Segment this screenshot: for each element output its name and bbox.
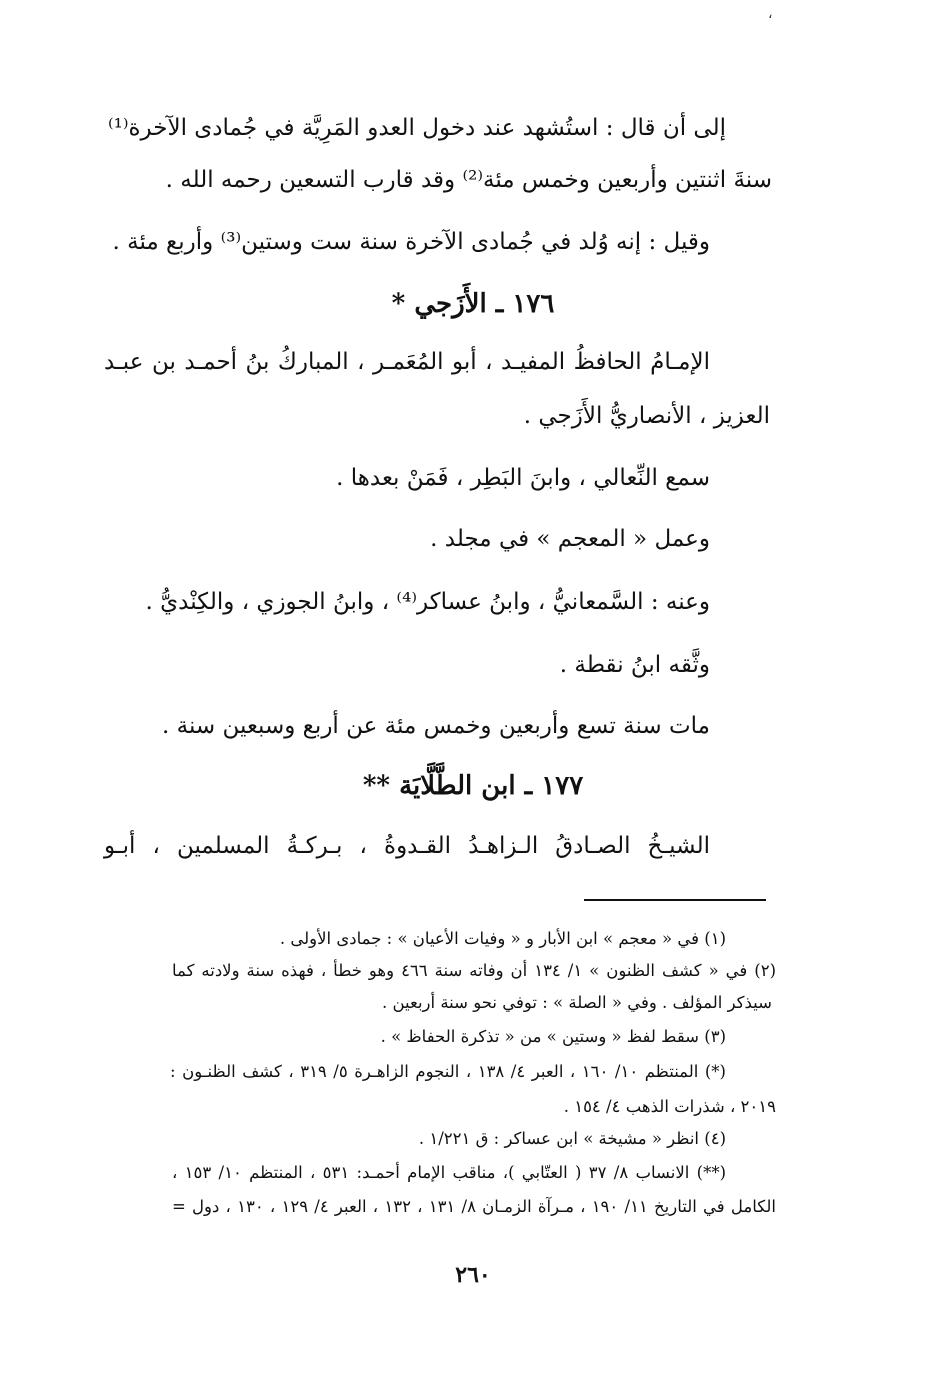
heading-entry-177: ١٧٧ ـ ابن الطَّلَّايَة **: [362, 771, 584, 801]
footnote-2-line-2: سيذكر المؤلف . وفي « الصلة » : توفي نحو سنة أربعين .: [381, 993, 772, 1012]
paragraph-9-line-1: الشيـخُ الصـادقُ الـزاهـدُ القـدوةُ ، بـركـةُ المسلمين ، أبـو: [104, 833, 710, 859]
paragraph-8: مات سنة تسع وأربعين وخمس مئة عن أربع وسبعين سنة .: [162, 713, 710, 739]
paragraph-3-line-2: العزيز ، الأنصاريُّ الأَزَجي .: [523, 403, 770, 429]
paragraph-1-line-2: سنةَ اثنتين وأربعين وخمس مئة⁽²⁾ وقد قارب التسعين رحمه الله .: [165, 167, 772, 193]
footnote-1: (١) في « معجم » ابن الأبار و « وفيات الأعيان » : جمادى الأولى .: [279, 929, 726, 948]
footnote-4: (٤) انظر « مشيخة » ابن عساكر : ق ١/٢٢١ .: [418, 1129, 726, 1148]
paragraph-6: وعنه : السَّمعانيُّ ، وابنُ عساكر⁽⁴⁾ ، وابنُ الجوزي ، والكِنْديُّ .: [145, 589, 710, 615]
footnote-double-star-line-2: الكامل في التاريخ ١١/ ١٩٠ ، مـرآة الزمـان ٨/ ١٣١ ، ١٣٢ ، العبر ٤/ ١٢٩ ، ١٣٠ ، دول =: [172, 1197, 776, 1216]
footnote-2-line-1: (٢) في « كشف الظنون » ١/ ١٣٤ أن وفاته سنة ٤٦٦ وهو خطأ ، فهذه سنة ولادته كما: [172, 961, 776, 980]
paragraph-3-line-1: الإمـامُ الحافظُ المفيـد ، أبو المُعَمـر ، المباركُ بنُ أحمـد بن عبـد: [104, 349, 710, 375]
footnote-3: (٣) سقط لفظ « وستين » من « تذكرة الحفاظ » .: [380, 1027, 726, 1046]
footnote-star-line-2: ٢٠١٩ ، شذرات الذهب ٤/ ١٥٤ .: [563, 1097, 776, 1116]
paragraph-2: وقيل : إنه وُلد في جُمادى الآخرة سنة ست وستين⁽³⁾ وأربع مئة .: [112, 229, 710, 255]
paragraph-5: وعمل « المعجم » في مجلد .: [430, 526, 710, 552]
footnote-star-line-1: (*) المنتظم ١٠/ ١٦٠ ، العبر ٤/ ١٣٨ ، النجوم الزاهـرة ٥/ ٣١٩ ، كشف الظنـون :: [170, 1062, 726, 1081]
footnote-separator: [584, 899, 766, 901]
paragraph-1-line-1: إلى أن قال : استُشهد عند دخول العدو المَرِيَّة في جُمادى الآخرة⁽¹⁾: [107, 115, 726, 141]
top-mark: ،: [768, 6, 773, 22]
paragraph-7: وثَّقه ابنُ نقطة .: [559, 652, 710, 678]
heading-entry-176: ١٧٦ ـ الأَزَجي *: [391, 289, 555, 319]
footnote-double-star-line-1: (**) الانساب ٨/ ٣٧ ( العتّابي )، مناقب الإمام أحمـد: ٥٣١ ، المنتظم ١٠/ ١٥٣ ،: [172, 1163, 727, 1182]
page-number: ٢٦٠: [455, 1262, 491, 1288]
paragraph-4: سمع النِّعالي ، وابنَ البَطِر ، فَمَنْ بعدها .: [336, 465, 710, 491]
